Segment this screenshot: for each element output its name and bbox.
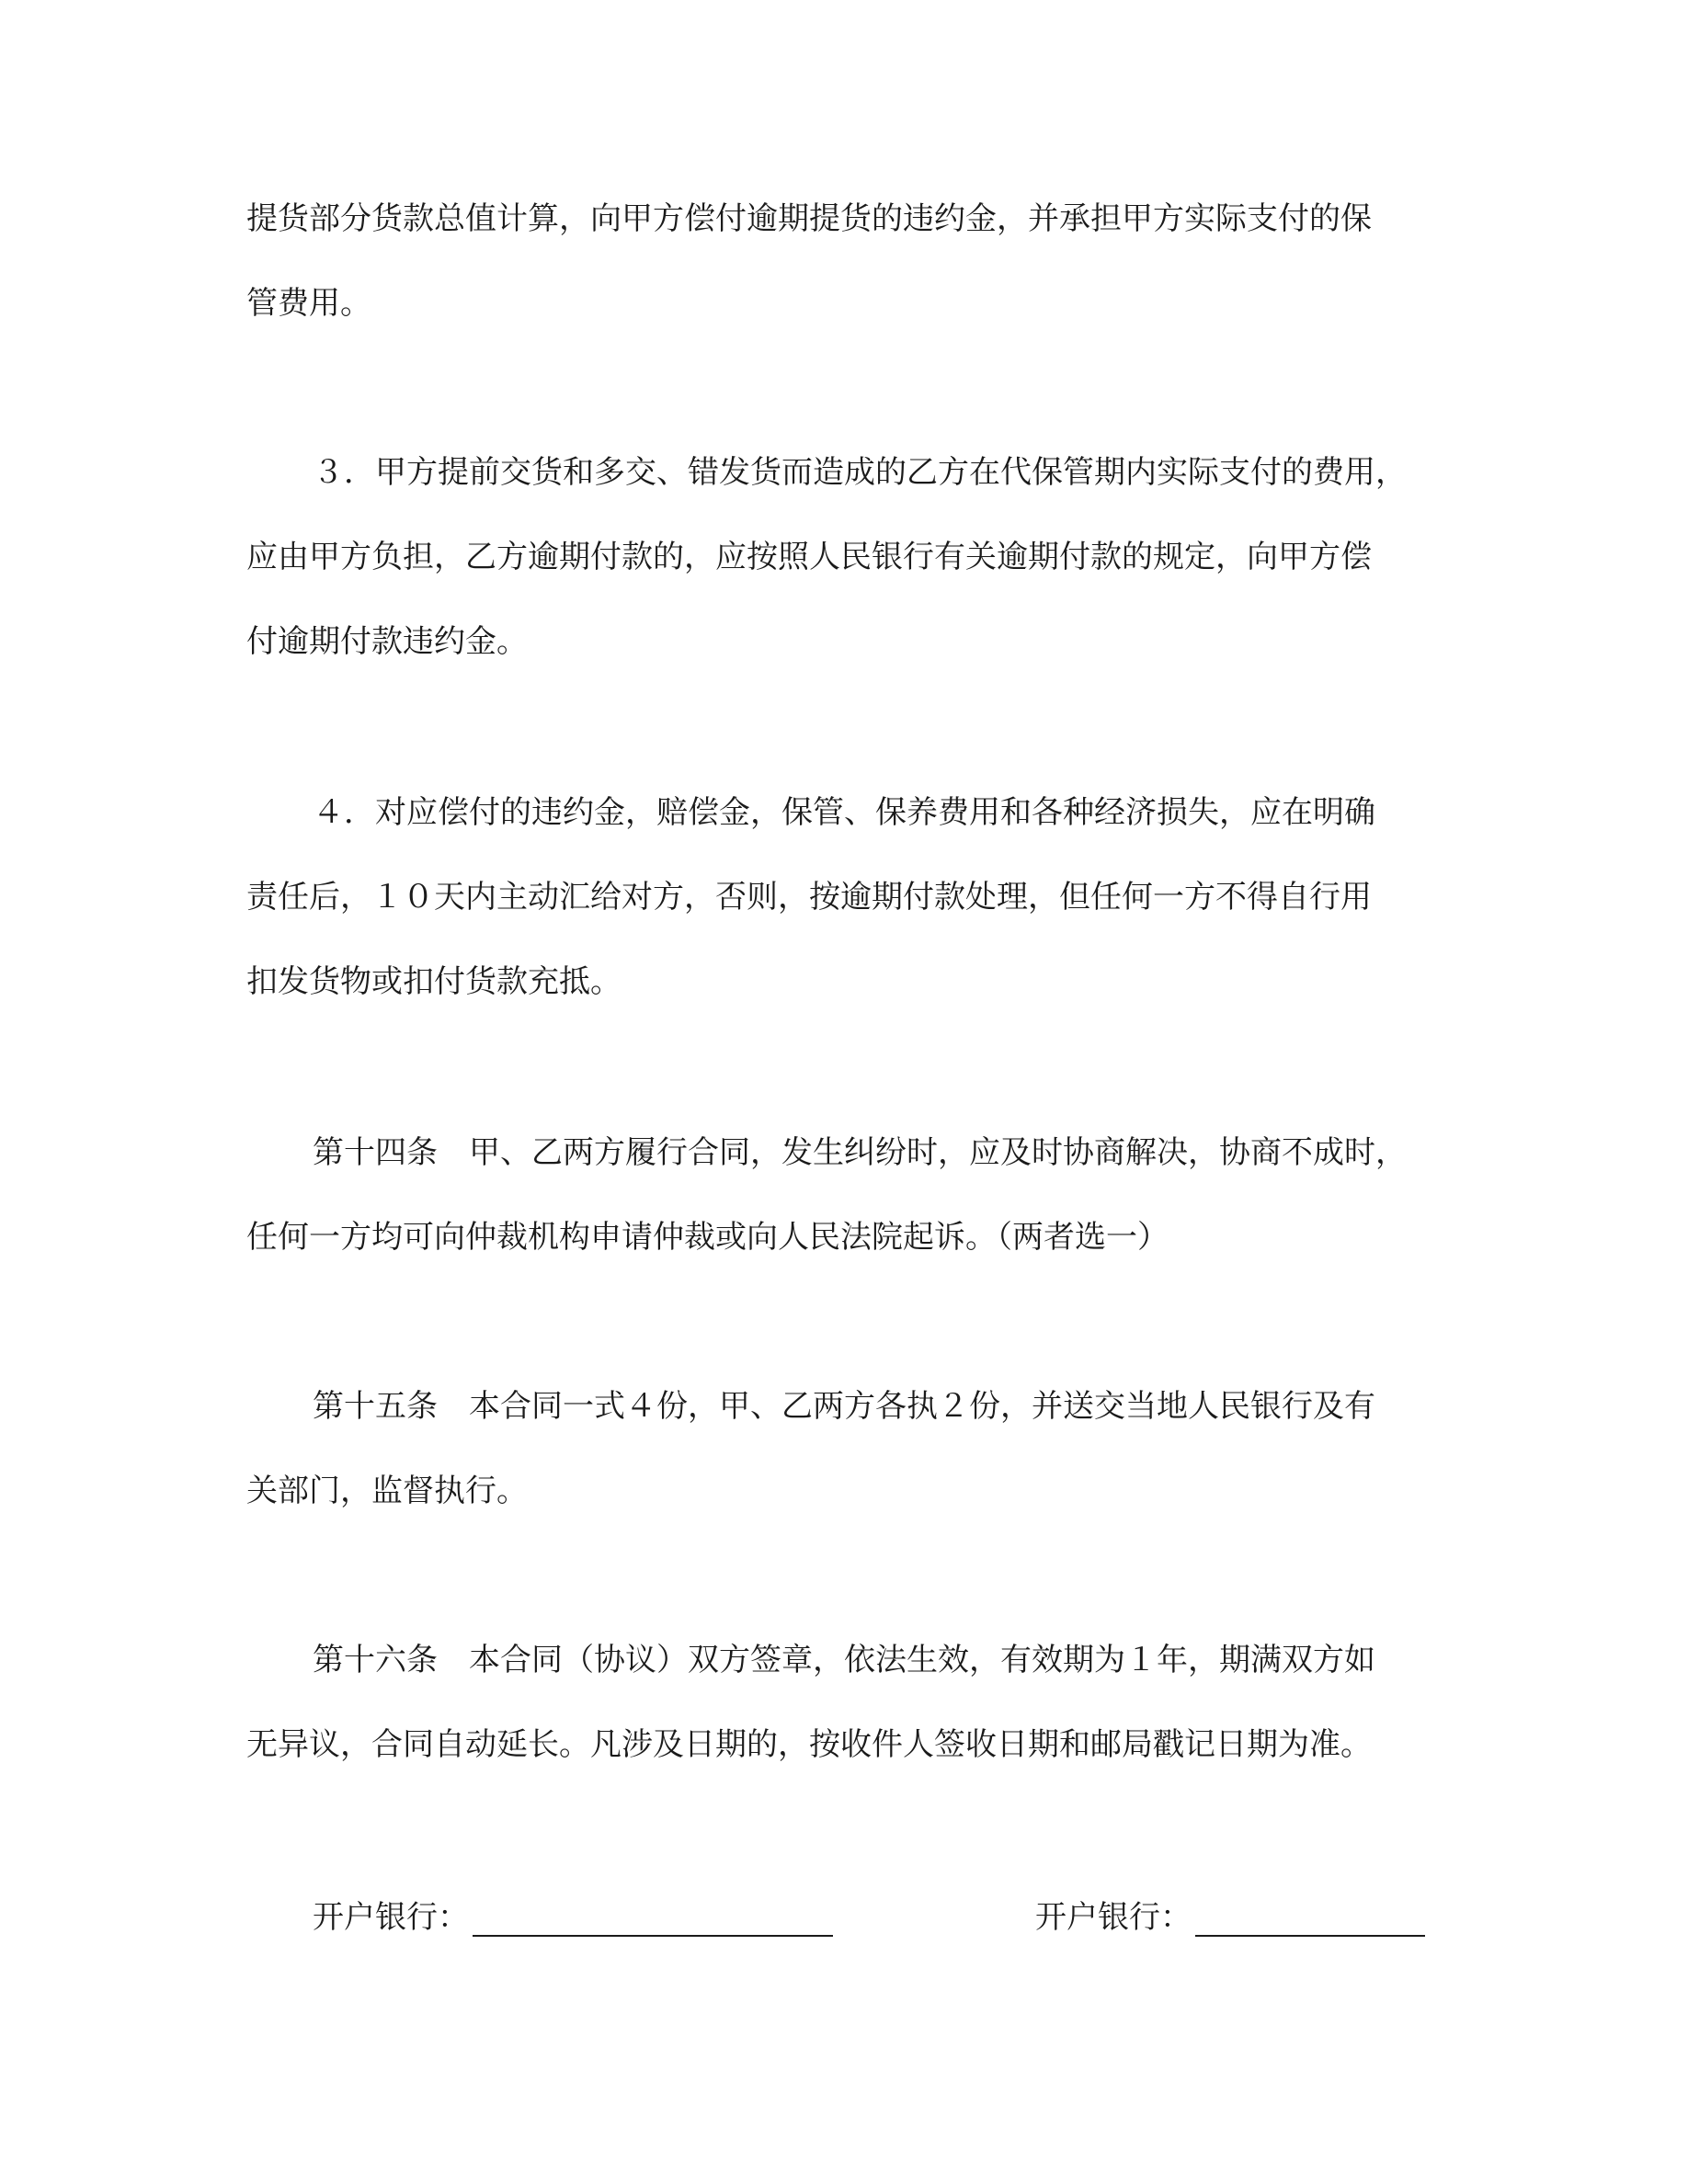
bank-field-right [1035,1892,1425,1937]
text-line: 第十六条 本合同（协议）双方签章，依法生效，有效期为１年，期满双方如 [313,1642,1375,1678]
bank-blank-right[interactable] [1195,1898,1425,1937]
bank-blank-left[interactable] [473,1898,833,1937]
text-line: ３．甲方提前交货和多交、错发货而造成的乙方在代保管期内实际支付的费用， [313,454,1407,491]
text-line: 提货部分货款总值计算，向甲方偿付逾期提货的违约金，并承担甲方实际支付的保 [246,200,1372,237]
text-line: 第十五条 本合同一式４份，甲、乙两方各执２份，并送交当地人民银行及有 [313,1388,1375,1425]
text-line: 关部门，监督执行。 [246,1473,528,1509]
paragraph-article-16 [246,1618,1442,1787]
paragraph-item-4 [246,770,1442,1024]
text-line: 扣发货物或扣付货款充抵。 [246,963,622,1000]
text-line: 任何一方均可向仲裁机构申请仲裁或向人民法院起诉。（两者选一） [246,1219,1169,1256]
text-line: 应由甲方负担，乙方逾期付款的，应按照人民银行有关逾期付款的规定，向甲方偿 [246,539,1372,575]
paragraph-continuation [246,176,1442,346]
paragraph-article-15 [246,1364,1442,1533]
signature-row [0,1892,1688,1947]
paragraph-item-3 [246,430,1442,684]
text-line: 付逾期付款违约金。 [246,623,528,660]
text-line: 第十四条 甲、乙两方履行合同，发生纠纷时，应及时协商解决，协商不成时， [313,1134,1407,1171]
text-line: 管费用。 [246,285,371,322]
paragraph-article-14 [246,1110,1442,1280]
bank-label-right: 开户银行： [1035,1899,1192,1936]
bank-field-left [313,1892,833,1937]
text-line: 责任后，１０天内主动汇给对方，否则，按逾期付款处理，但任何一方不得自行用 [246,879,1372,916]
bank-label-left: 开户银行： [313,1899,469,1936]
text-line: 无异议，合同自动延长。凡涉及日期的，按收件人签收日期和邮局戳记日期为准。 [246,1726,1372,1763]
text-line: ４．对应偿付的违约金，赔偿金，保管、保养费用和各种经济损失，应在明确 [313,794,1375,831]
